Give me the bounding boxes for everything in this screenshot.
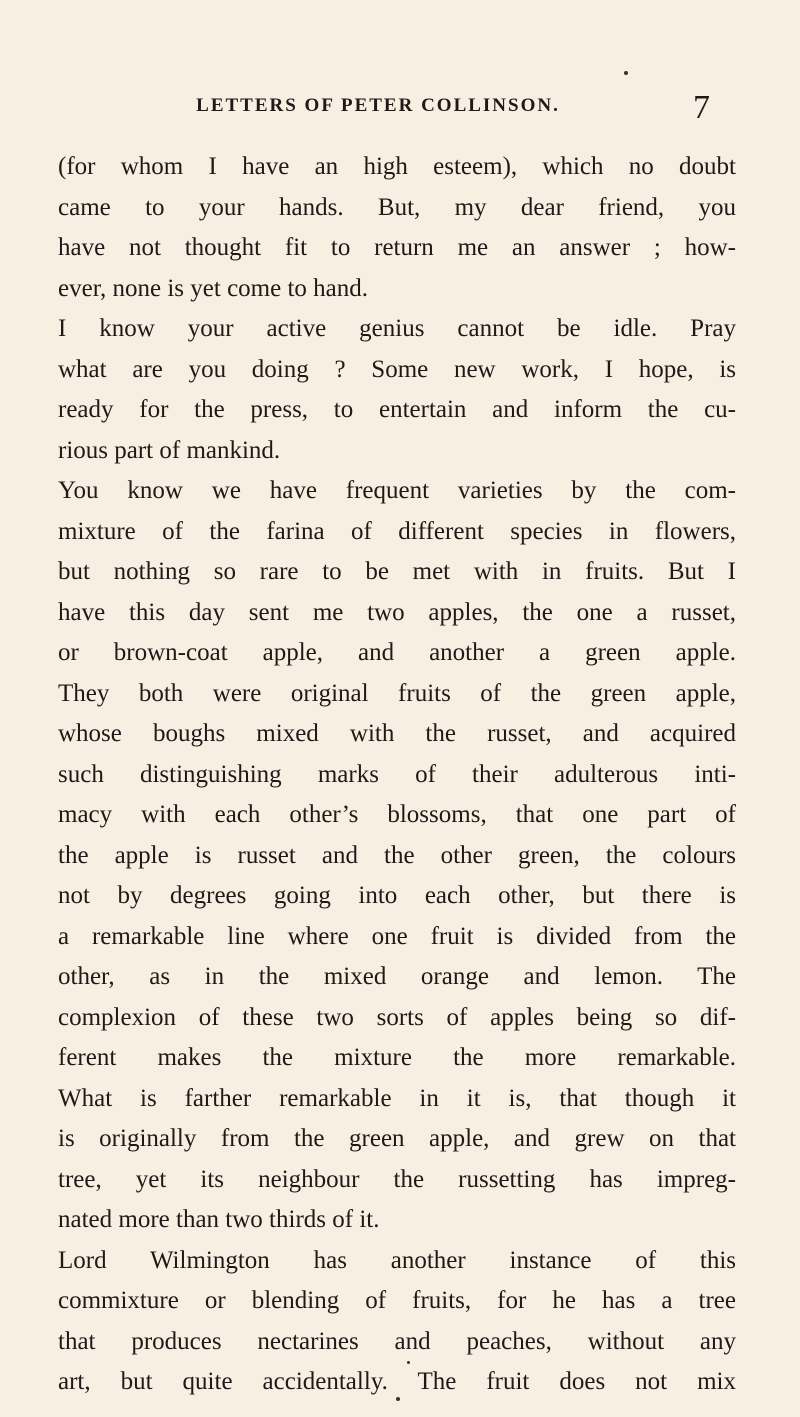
running-title: LETTERS OF PETER COLLINSON. xyxy=(196,95,560,116)
text-line: Lord Wilmington has another instance of this xyxy=(58,1246,736,1274)
text-line: ever, none is yet come to hand. xyxy=(58,274,369,302)
text-line: rious part of mankind. xyxy=(58,436,281,464)
text-line: what are you doing ? Some new work, I hope, is xyxy=(58,355,736,383)
text-line: whose boughs mixed with the russet, and acquired xyxy=(58,720,736,747)
text-line: art, but quite accidentally. The fruit does not mix xyxy=(58,1368,736,1395)
text-line: a remarkable line where one fruit is divided from the xyxy=(58,922,736,950)
page-number: 7 xyxy=(693,89,710,126)
body-text xyxy=(58,147,736,1403)
paper-speck xyxy=(624,71,628,75)
text-line: They both were original fruits of the green apple, xyxy=(58,679,736,707)
text-line: nated more than two thirds of it. xyxy=(58,1206,380,1233)
text-line: the apple is russet and the other green, the colours xyxy=(58,841,736,869)
text-line: other, as in the mixed orange and lemon. The xyxy=(58,963,736,990)
text-line: You know we have frequent varieties by the com- xyxy=(58,477,736,504)
text-line: came to your hands. But, my dear friend, you xyxy=(58,193,736,221)
paper-speck xyxy=(407,1361,410,1364)
text-line: complexion of these two sorts of apples being so dif- xyxy=(58,1003,736,1031)
text-line: mixture of the farina of different species in flowers, xyxy=(58,517,736,545)
text-line: (for whom I have an high esteem), which no doubt xyxy=(58,153,736,180)
text-line: ready for the press, to entertain and inform the cu- xyxy=(58,396,736,423)
text-line: or brown-coat apple, and another a green apple. xyxy=(58,639,736,666)
text-line: that produces nectarines and peaches, without any xyxy=(58,1327,736,1355)
paper-speck xyxy=(396,1397,400,1401)
text-line: not by degrees going into each other, but there is xyxy=(58,882,736,909)
text-line: What is farther remarkable in it is, that though it xyxy=(58,1084,736,1112)
text-line: have not thought fit to return me an answer ; how- xyxy=(58,234,736,261)
text-line: is originally from the green apple, and grew on that xyxy=(58,1125,736,1152)
text-line: I know your active genius cannot be idle. Pray xyxy=(58,315,736,342)
text-line: ferent makes the mixture the more remarkable. xyxy=(58,1044,736,1071)
text-line: tree, yet its neighbour the russetting has impreg- xyxy=(58,1165,736,1193)
text-line: such distinguishing marks of their adulterous inti- xyxy=(58,760,736,788)
text-line: commixture or blending of fruits, for he has a tree xyxy=(58,1287,736,1314)
text-line: but nothing so rare to be met with in fruits. But I xyxy=(58,558,736,585)
text-line: macy with each other’s blossoms, that one part of xyxy=(58,801,736,828)
running-head xyxy=(58,89,738,135)
text-line: have this day sent me two apples, the one a russet, xyxy=(58,598,736,626)
